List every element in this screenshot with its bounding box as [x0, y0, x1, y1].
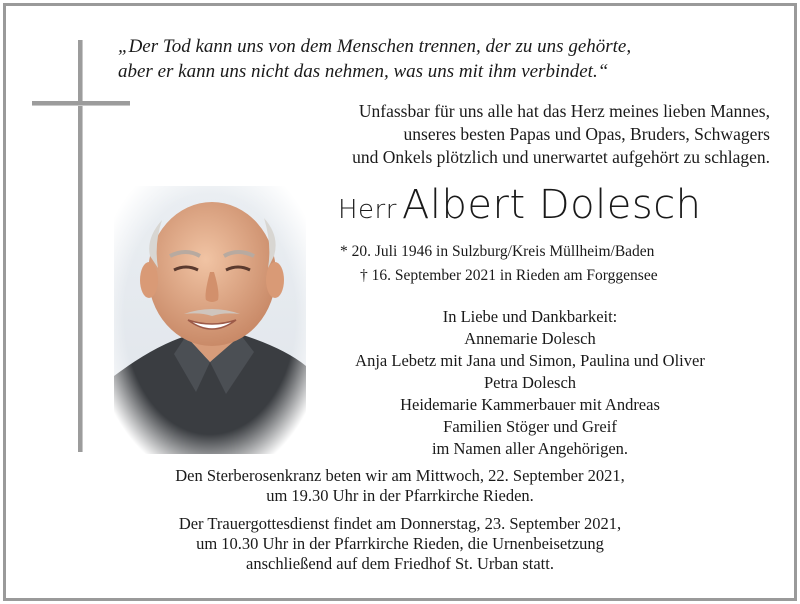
mourners-line: im Namen aller Angehörigen. [431, 439, 629, 458]
quote-line: aber er kann uns nicht das nehmen, was uns mit ihm verbindet.“ [118, 61, 609, 82]
cross-bar [32, 101, 130, 105]
mourners-line: Annemarie Dolesch [464, 329, 596, 348]
quote-line: „Der Tod kann uns von dem Menschen trennen, der zu uns gehörte, [118, 36, 632, 57]
intro-line: und Onkels plötzlich und unerwartet aufgehört zu schlagen. [352, 147, 770, 167]
intro-line: unseres besten Papas und Opas, Bruders, Schwagers [403, 124, 770, 144]
intro-text [230, 100, 770, 169]
funeral-line: anschließend auf dem Friedhof St. Urban statt. [246, 554, 554, 573]
life-dates [340, 240, 760, 288]
mourners-line: Petra Dolesch [483, 373, 577, 392]
death-date: † 16. September 2021 in Rieden am Forggensee [360, 267, 658, 284]
funeral-notice [60, 514, 740, 574]
funeral-line: um 10.30 Uhr in der Pfarrkirche Rieden, die Urnenbeisetzung [196, 534, 604, 553]
rosary-line: Den Sterberosenkranz beten wir am Mittwoch, 22. September 2021, [175, 466, 625, 485]
portrait-photo [114, 186, 306, 454]
funeral-line: Der Trauergottesdienst findet am Donnerstag, 23. September 2021, [178, 514, 622, 533]
memorial-quote [118, 34, 738, 84]
birth-date: * 20. Juli 1946 in Sulzburg/Kreis Müllheim/Baden [340, 243, 655, 260]
deceased-name-block [338, 182, 738, 228]
rosary-line: um 19.30 Uhr in der Pfarrkirche Rieden. [266, 486, 534, 505]
mourners-line: In Liebe und Dankbarkeit: [442, 307, 618, 326]
mourners-line: Anja Lebetz mit Jana und Simon, Paulina und Oliver [355, 351, 705, 370]
intro-line: Unfassbar für uns alle hat das Herz meines lieben Mannes, [358, 101, 770, 121]
mourners-line: Familien Stöger und Greif [443, 417, 617, 436]
portrait-image [114, 186, 306, 454]
rosary-notice [60, 466, 740, 506]
mourners-line: Heidemarie Kammerbauer mit Andreas [400, 395, 660, 414]
mourners-list [310, 306, 750, 460]
deceased-name: Albert Dolesch [402, 182, 702, 228]
honorific: Herr [338, 195, 397, 225]
